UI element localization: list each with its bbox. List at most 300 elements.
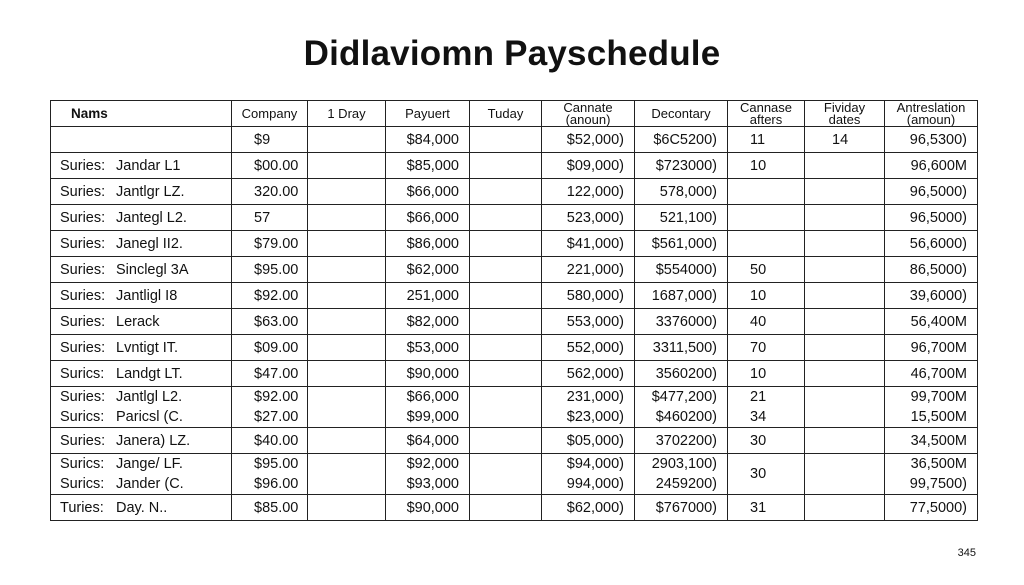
cell-dray [308,153,386,179]
first-row-antre: 96,5300) [885,127,978,153]
cell-payuert-line: $64,000 [406,432,459,449]
cell-company-line: $79.00 [254,235,299,252]
cell-decontary [635,387,728,428]
cell-cannate-line: $09,000) [566,157,624,174]
cell-cannate-line: 523,000) [566,209,624,226]
row-name: Paricsl (C. [116,409,183,425]
cell-decontary [635,205,728,231]
cell-cannate [542,205,635,231]
table-row [51,283,978,309]
cell-cannase [728,179,805,205]
cell-company [232,179,308,205]
cell-company-line: $96.00 [254,476,299,492]
cell-dray [308,231,386,257]
cell-antre-line: 36,500M [910,456,967,472]
cell-cannate-line: 994,000) [566,476,624,492]
cell-decontary-line: $723000) [655,157,717,174]
cell-decontary-line: 3560200) [655,365,717,382]
row-prefix: Suries: [60,209,106,226]
cell-company-line: 320.00 [254,183,299,200]
cell-antre [885,257,978,283]
first-row-decontary: $6C5200) [635,127,728,153]
row-name: Jandar L1 [116,157,181,174]
cell-company [232,231,308,257]
cell-company [232,283,308,309]
cell-tuday [470,428,542,454]
cell-antre [885,361,978,387]
cell-cannate-line: $23,000) [566,409,624,425]
cell-dray [308,179,386,205]
cell-dray [308,428,386,454]
cell-dray [308,361,386,387]
cell-decontary-line: $554000) [655,261,717,278]
table-row [51,428,978,454]
cell-antre [885,231,978,257]
cell-decontary-line: 2459200) [655,476,717,492]
cell-antre [885,495,978,521]
cell-antre [885,153,978,179]
cell-cannate [542,495,635,521]
row-name: Landgt LT. [116,365,183,382]
col-header-antreslation-text [885,102,977,126]
cell-company [232,205,308,231]
col-header-cannase [728,101,805,127]
cell-fividay [805,428,885,454]
cell-fividay [805,205,885,231]
cell-decontary [635,309,728,335]
cell-payuert [386,428,470,454]
cell-decontary [635,428,728,454]
cell-payuert [386,495,470,521]
cell-cannate-line: 122,000) [566,183,624,200]
header-line: afters [749,111,783,127]
cell-cannase [728,495,805,521]
cell-payuert [386,454,470,495]
cell-cannate [542,309,635,335]
row-name: Jantlgr LZ. [116,183,185,200]
cell-payuert-line: $92,000 [406,456,459,472]
cell-cannate [542,387,635,428]
row-name-cell [51,454,232,495]
cell-payuert [386,153,470,179]
cell-cannase [728,205,805,231]
cell-cannate [542,231,635,257]
cell-fividay [805,153,885,179]
row-name-cell [51,153,232,179]
row-name-cell-line [60,454,231,474]
cell-decontary-line: $477,200) [651,389,717,405]
row-name: Lvntigt IT. [116,339,179,356]
row-name: Jantlgl L2. [116,389,183,405]
row-name: Janegl II2. [116,235,183,252]
row-name: Jantligl I8 [116,287,178,304]
row-name-cell-line [60,474,231,494]
cell-fividay [805,454,885,495]
cell-cannate [542,153,635,179]
row-prefix: Suries: [60,235,106,252]
table-row [51,231,978,257]
row-name-cell [51,335,232,361]
cell-tuday [470,153,542,179]
cell-company [232,454,308,495]
cell-cannate-line: $41,000) [566,235,624,252]
cell-payuert [386,179,470,205]
cell-payuert-line: $62,000 [406,261,459,278]
cell-cannate [542,454,635,495]
cell-antre-line: 99,7500) [909,476,967,492]
cell-antre-line: 56,400M [910,313,967,330]
cell-fividay [805,335,885,361]
cell-decontary [635,361,728,387]
cell-company-line: $47.00 [254,365,299,382]
cell-fividay [805,387,885,428]
row-name-cell-line [60,182,231,202]
row-name-cell [51,205,232,231]
cell-cannase [728,231,805,257]
cell-tuday [470,257,542,283]
cell-decontary [635,283,728,309]
cell-company [232,428,308,454]
cell-fividay [805,257,885,283]
row-name-cell-line [60,407,231,427]
cell-antre [885,335,978,361]
cell-antre-line: 15,500M [910,409,967,425]
row-prefix: Suries: [60,157,106,174]
cell-antre [885,454,978,495]
table-body [51,127,978,521]
cell-cannate-line: $94,000) [566,456,624,472]
row-prefix: Suries: [60,389,106,405]
cell-cannate [542,428,635,454]
cell-cannase-line: 30 [750,466,767,482]
cell-decontary [635,335,728,361]
col-header-cannase-text [728,102,804,126]
row-name-cell-line [60,312,231,332]
cell-company [232,495,308,521]
cell-antre-line: 96,5000) [909,209,967,226]
row-prefix: Surics: [60,365,105,382]
cell-decontary [635,231,728,257]
cell-cannase-line: 10 [750,157,767,174]
cell-antre [885,428,978,454]
col-header-company: Company [232,101,308,127]
cell-cannate [542,257,635,283]
cell-cannate-line: $62,000) [566,499,624,516]
cell-antre-line: 39,6000) [909,287,967,304]
col-header-1-dray: 1 Dray [308,101,386,127]
cell-payuert-line: $66,000 [406,389,459,405]
cell-decontary-line: $767000) [655,499,717,516]
cell-payuert-line: $66,000 [406,183,459,200]
cell-company [232,153,308,179]
cell-dray [308,309,386,335]
row-name-cell-line [60,498,231,518]
cell-decontary-line: 3376000) [655,313,717,330]
row-name-cell-line [60,208,231,228]
cell-fividay [805,309,885,335]
cell-cannate [542,361,635,387]
row-name-cell-line [60,286,231,306]
row-prefix: Suries: [60,261,106,278]
cell-fividay [805,231,885,257]
cell-company-line: $09.00 [254,339,299,356]
first-row-cannate: $52,000) [542,127,635,153]
cell-antre-line: 96,600M [910,157,967,174]
cell-decontary-line: 2903,100) [651,456,717,472]
header-line: Cannase [739,100,793,115]
cell-cannate-line: 231,000) [566,389,624,405]
cell-company [232,361,308,387]
col-header-antreslation [885,101,978,127]
row-prefix: Suries: [60,432,106,449]
cell-payuert-line: $99,000 [406,409,459,425]
cell-cannate [542,283,635,309]
cell-company-line: $40.00 [254,432,299,449]
cell-company-line: $00.00 [254,157,299,174]
cell-cannase-line: 10 [750,365,767,382]
cell-cannase [728,153,805,179]
cell-decontary [635,179,728,205]
cell-antre [885,205,978,231]
cell-tuday [470,283,542,309]
cell-payuert [386,257,470,283]
row-name-cell-line [60,338,231,358]
cell-payuert-line: $90,000 [406,499,459,516]
cell-cannase [728,257,805,283]
row-name-cell [51,257,232,283]
cell-tuday [470,495,542,521]
cell-decontary-line: 1687,000) [651,287,717,304]
cell-dray [308,283,386,309]
page-title: Didlaviomn Payschedule [303,34,721,73]
first-row-name [51,127,232,153]
cell-dray [308,454,386,495]
cell-decontary-line: $561,000) [651,235,717,252]
col-header-fividay [805,101,885,127]
header-line: Cannate [563,100,613,115]
cell-decontary-line: 578,000) [659,183,717,200]
cell-payuert [386,309,470,335]
row-name: Jander (C. [116,476,184,492]
cell-cannate-line: 580,000) [566,287,624,304]
table-row [51,179,978,205]
col-header-decontary: Decontary [635,101,728,127]
row-prefix: Suries: [60,339,106,356]
cell-company [232,257,308,283]
row-name-cell-line [60,156,231,176]
cell-cannase-line: 40 [750,313,767,330]
cell-payuert-line: $86,000 [406,235,459,252]
cell-company-line: $92.00 [254,389,299,405]
cell-decontary [635,153,728,179]
cell-tuday [470,231,542,257]
cell-payuert [386,205,470,231]
cell-decontary [635,257,728,283]
table-row [51,387,978,428]
cell-antre-line: 86,5000) [909,261,967,278]
cell-decontary [635,454,728,495]
row-name-cell-line [60,260,231,280]
row-name-cell [51,179,232,205]
header-line: Antreslation [896,100,966,115]
table-row [51,454,978,495]
cell-antre-line: 56,6000) [909,235,967,252]
cell-antre-line: 34,500M [910,432,967,449]
cell-company-line: $95.00 [254,261,299,278]
row-name-cell [51,309,232,335]
table-row [51,361,978,387]
cell-cannate [542,335,635,361]
row-prefix: Suries: [60,287,106,304]
cell-payuert-line: $90,000 [406,365,459,382]
cell-cannase-line: 10 [750,287,767,304]
cell-payuert [386,387,470,428]
cell-decontary-line: 521,100) [659,209,717,226]
cell-cannase [728,428,805,454]
cell-cannase [728,387,805,428]
row-name-cell [51,361,232,387]
first-row-fividay: 14 [805,127,885,153]
cell-company-line: 57 [254,209,271,226]
cell-payuert-line: $66,000 [406,209,459,226]
cell-decontary-line: 3311,500) [652,339,717,356]
row-prefix: Suries: [60,183,106,200]
row-name: Janera) LZ. [116,432,191,449]
row-name-cell-line [60,431,231,451]
row-name-cell [51,387,232,428]
cell-fividay [805,495,885,521]
cell-payuert-line: $82,000 [406,313,459,330]
row-name: Jange/ LF. [116,456,183,472]
cell-payuert-line: $53,000 [406,339,459,356]
table-row [51,205,978,231]
cell-cannase-line: 31 [750,499,767,516]
row-name-cell-line [60,387,231,407]
cell-tuday [470,454,542,495]
cell-payuert [386,283,470,309]
cell-company-line: $95.00 [254,456,299,472]
col-header-cannate [542,101,635,127]
cell-decontary-line: $460200) [655,409,717,425]
cell-company-line: $92.00 [254,287,299,304]
cell-fividay [805,361,885,387]
cell-tuday [470,205,542,231]
first-row-cannase: 11 [728,127,805,153]
cell-company [232,309,308,335]
table-row [51,153,978,179]
cell-antre-line: 96,5000) [909,183,967,200]
cell-payuert-line: $93,000 [406,476,459,492]
table-row [51,495,978,521]
cell-payuert [386,335,470,361]
header-line: (anoun) [565,111,611,127]
cell-antre [885,179,978,205]
cell-dray [308,495,386,521]
cell-tuday [470,179,542,205]
cell-tuday [470,361,542,387]
row-name: Day. N.. [116,499,168,516]
row-name: Lerack [116,313,160,330]
cell-dray [308,335,386,361]
row-name: Sinclegl 3A [116,261,189,278]
row-name-cell-line [60,364,231,384]
col-header-payuert: Payuert [386,101,470,127]
first-row-company: $9 [232,127,308,153]
cell-cannase [728,335,805,361]
header-line: (amoun) [906,111,956,127]
cell-tuday [470,335,542,361]
cell-antre [885,283,978,309]
col-header-tuday: Tuday [470,101,542,127]
cell-antre [885,309,978,335]
col-header-nams: Nams [51,101,232,127]
cell-payuert [386,361,470,387]
first-row [51,127,978,153]
cell-cannase-line: 30 [750,432,767,449]
first-row-dray [308,127,386,153]
cell-cannase [728,454,805,495]
cell-antre-line: 99,700M [910,389,967,405]
cell-cannate [542,179,635,205]
cell-antre-line: 77,5000) [909,499,967,516]
table-row [51,309,978,335]
cell-cannate-line: $05,000) [566,432,624,449]
cell-cannate-line: 221,000) [566,261,624,278]
row-name-cell [51,428,232,454]
first-row-tuday [470,127,542,153]
row-name-cell [51,495,232,521]
cell-company-line: $63.00 [254,313,299,330]
cell-decontary-line: 3702200) [655,432,717,449]
cell-company-line: $27.00 [254,409,299,425]
cell-cannase-line: 21 [750,389,767,405]
cell-dray [308,205,386,231]
cell-payuert-line: 251,000 [406,287,459,304]
cell-cannase-line: 34 [750,409,767,425]
cell-tuday [470,387,542,428]
col-header-fividay-text [805,102,884,126]
cell-payuert [386,231,470,257]
cell-tuday [470,309,542,335]
row-prefix: Surics: [60,476,105,492]
row-prefix: Surics: [60,409,105,425]
cell-company-line: $85.00 [254,499,299,516]
cell-cannate-line: 562,000) [566,365,624,382]
cell-antre-line: 46,700M [910,365,967,382]
cell-dray [308,387,386,428]
cell-company [232,335,308,361]
cell-antre-line: 96,700M [910,339,967,356]
cell-fividay [805,283,885,309]
cell-antre [885,387,978,428]
cell-decontary [635,495,728,521]
first-row-payuert: $84,000 [386,127,470,153]
cell-dray [308,257,386,283]
cell-cannate-line: 553,000) [566,313,624,330]
header-row [51,101,978,127]
page-number: 345 [957,547,976,559]
payschedule-table [50,100,978,521]
row-prefix: Suries: [60,313,106,330]
cell-cannase [728,309,805,335]
table-row [51,335,978,361]
row-prefix: Surics: [60,456,105,472]
row-name-cell [51,283,232,309]
cell-payuert-line: $85,000 [406,157,459,174]
row-name-cell-line [60,234,231,254]
cell-cannase [728,283,805,309]
row-name-cell [51,231,232,257]
